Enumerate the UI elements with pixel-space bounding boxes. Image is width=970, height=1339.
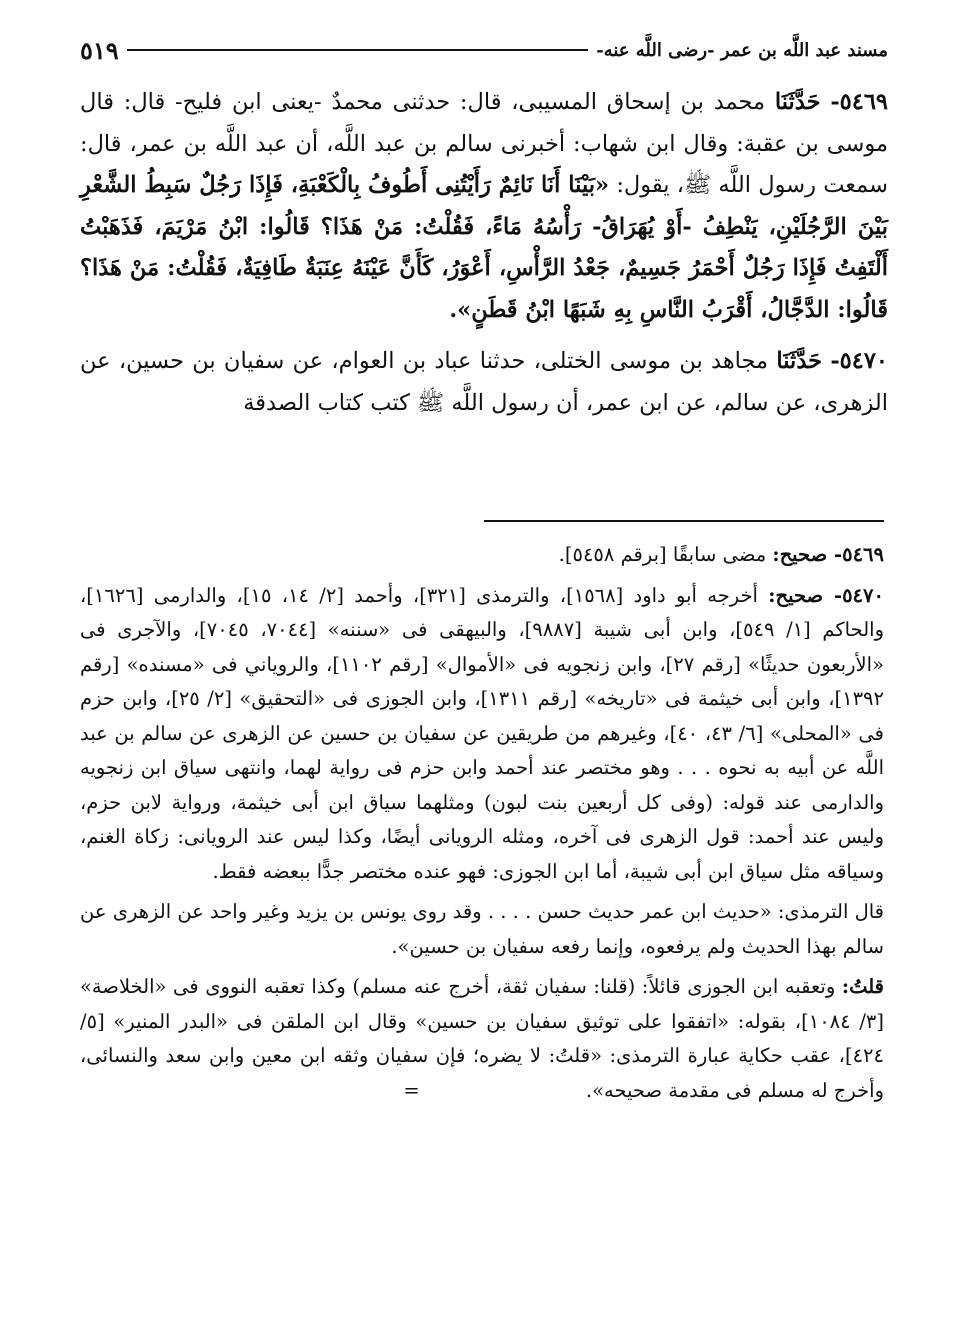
main-text xyxy=(80,82,888,434)
hadith-5470 xyxy=(80,341,888,424)
footnote-label: ٥٤٧٠- صحيح: xyxy=(768,583,884,607)
running-title: مسند عبد اللَّه بن عمر -رضى اللَّه عنه- xyxy=(596,39,888,61)
continuation-mark: = xyxy=(403,1078,420,1102)
footnote-text: أخرجه أبو داود [١٥٦٨]، والترمذى [٣٢١]، وأحمد [٢/ ١٤، ١٥]، والدارمى [١٦٢٦]، والحاكم [١/ ٥٤٩]، وابن أبى شيبة [٩٨٨٧]، والبيهقى فى «سننه» [٧٠٤٤، ٧٠٤٥]، والآجرى فى «الأربعون حديثًا» [رقم ٢٧]، وابن زنجويه فى «الأموال» [رقم ١١٠٢]، والروياني فى «مسنده» [رقم ١٣٩٢]، وابن أبى خيثمة فى «تاريخه» [رقم ١٣١١]، وابن الجوزى فى «التحقيق» [٢/ ٢٥]، وابن حزم فى «المحلى» [٦/ ٤٣، ٤٠]، وغيرهم من طريقين عن سفيان بن حسين عن الزهرى عن سالم بن عبد اللَّه عن أبيه به نحوه . . . وهو مختصر عند أحمد وابن حزم فى رواية لهما، وانتهى سياق ابن زنجويه والدارمى عند قوله: (وفى كل أربعين بنت لبون) ومثلهما سياق ابن أبى خيثمة، ورواية لابن حزم، وليس عند أحمد: قول الزهرى فى آخره، ومثله الرويانى أيضًا، وكذا ليس عند الرويانى: زكاة الغنم، وسياقه مثل سياق ابن أبى شيبة، أما ابن الجوزى: فهو عنده مختصر جدًّا ببعضه فقط. xyxy=(80,583,884,883)
hadith-text: مجاهد بن موسى الختلى، حدثنا عباد بن العوام، عن سفيان بن حسين، عن الزهرى، عن سالم، عن ابن عمر، أن رسول اللَّه ﷺ كتب كتاب الصدقة xyxy=(80,348,888,416)
footnote-text: وتعقبه ابن الجوزى قائلاً: (قلنا: سفيان ثقة، أخرج عنه مسلم) وكذا تعقبه النووى فى «الخلاصة» [٣/ ١٠٨٤]، بقوله: «اتفقوا على توثيق سفيان بن حسين» وقال ابن الملقن فى «البدر المنير» [٥/ ٤٢٤]، عقب حكاية عبارة الترمذى: «قلتُ: لا يضره؛ فإن سفيان وثقه ابن معين وابن سعد والنسائى، وأخرج له مسلم فى مقدمة صحيحه». xyxy=(80,975,884,1102)
footnote-label: قلتُ: xyxy=(841,975,884,998)
running-header xyxy=(80,30,888,70)
footnote-qultu xyxy=(80,970,884,1108)
haddathana-word: حَدَّثَنَا xyxy=(774,89,821,115)
hadith-5469 xyxy=(80,82,888,331)
isnad-text: محمد بن إسحاق المسيبى، قال: حدثنى محمدٌ -يعنى ابن فليح- قال: قال موسى بن عقبة: وقال ابن شهاب: أخبرنى سالم بن عبد اللَّه، أن عبد اللَّه بن عمر، قال: سمعت رسول اللَّه ﷺ، يقول: xyxy=(80,89,889,198)
footnote-separator xyxy=(484,520,884,522)
haddathana-word: حَدَّثَنَا xyxy=(776,348,823,374)
footnotes xyxy=(80,538,884,1114)
footnote-label: ٥٤٦٩- صحيح: xyxy=(772,543,884,566)
footnote-tirmidhi: قال الترمذى: «حديث ابن عمر حديث حسن . . . . وقد روى يونس بن يزيد وغير واحد عن الزهرى عن سالم بهذا الحديث ولم يرفعوه، وإنما رفعه سفيان بن حسين». xyxy=(80,900,884,958)
footnote-5469 xyxy=(80,538,884,573)
footnote-5470 xyxy=(80,579,884,890)
hadith-number: ٥٤٧٠- xyxy=(830,348,889,374)
matn-text: «بَيْنَا أَنَا نَائِمٌ رَأَيْتُنِى أَطُوفُ بِالْكَعْبَةِ، فَإِذَا رَجُلٌ سَبِطُ الشَّعْرِ بَيْنَ الرَّجُلَيْنِ، يَنْطِفُ -أَوْ يُهَرَاقُ- رَأْسُهُ مَاءً، فَقُلْتُ: مَنْ هَذَا؟ قَالُوا: ابْنُ مَرْيَمَ، فَذَهَبْتُ أَلْتَفِتُ فَإِذَا رَجُلٌ أَحْمَرُ جَسِيمٌ، جَعْدُ الرَّأْسِ، أَعْوَرُ، كَأَنَّ عَيْنَهُ عِنَبَةٌ طَافِيَةٌ، فَقُلْتُ: مَنْ هَذَا؟ قَالُوا: الدَّجَّالُ، أَقْرَبُ النَّاسِ بِهِ شَبَهًا ابْنُ قَطَنٍ». xyxy=(80,172,888,323)
page-number: ٥١٩ xyxy=(80,35,119,65)
footnote-text: مضى سابقًا [برقم ٥٤٥٨]. xyxy=(558,543,767,566)
header-rule xyxy=(127,49,589,51)
hadith-number: ٥٤٦٩- xyxy=(830,89,889,115)
